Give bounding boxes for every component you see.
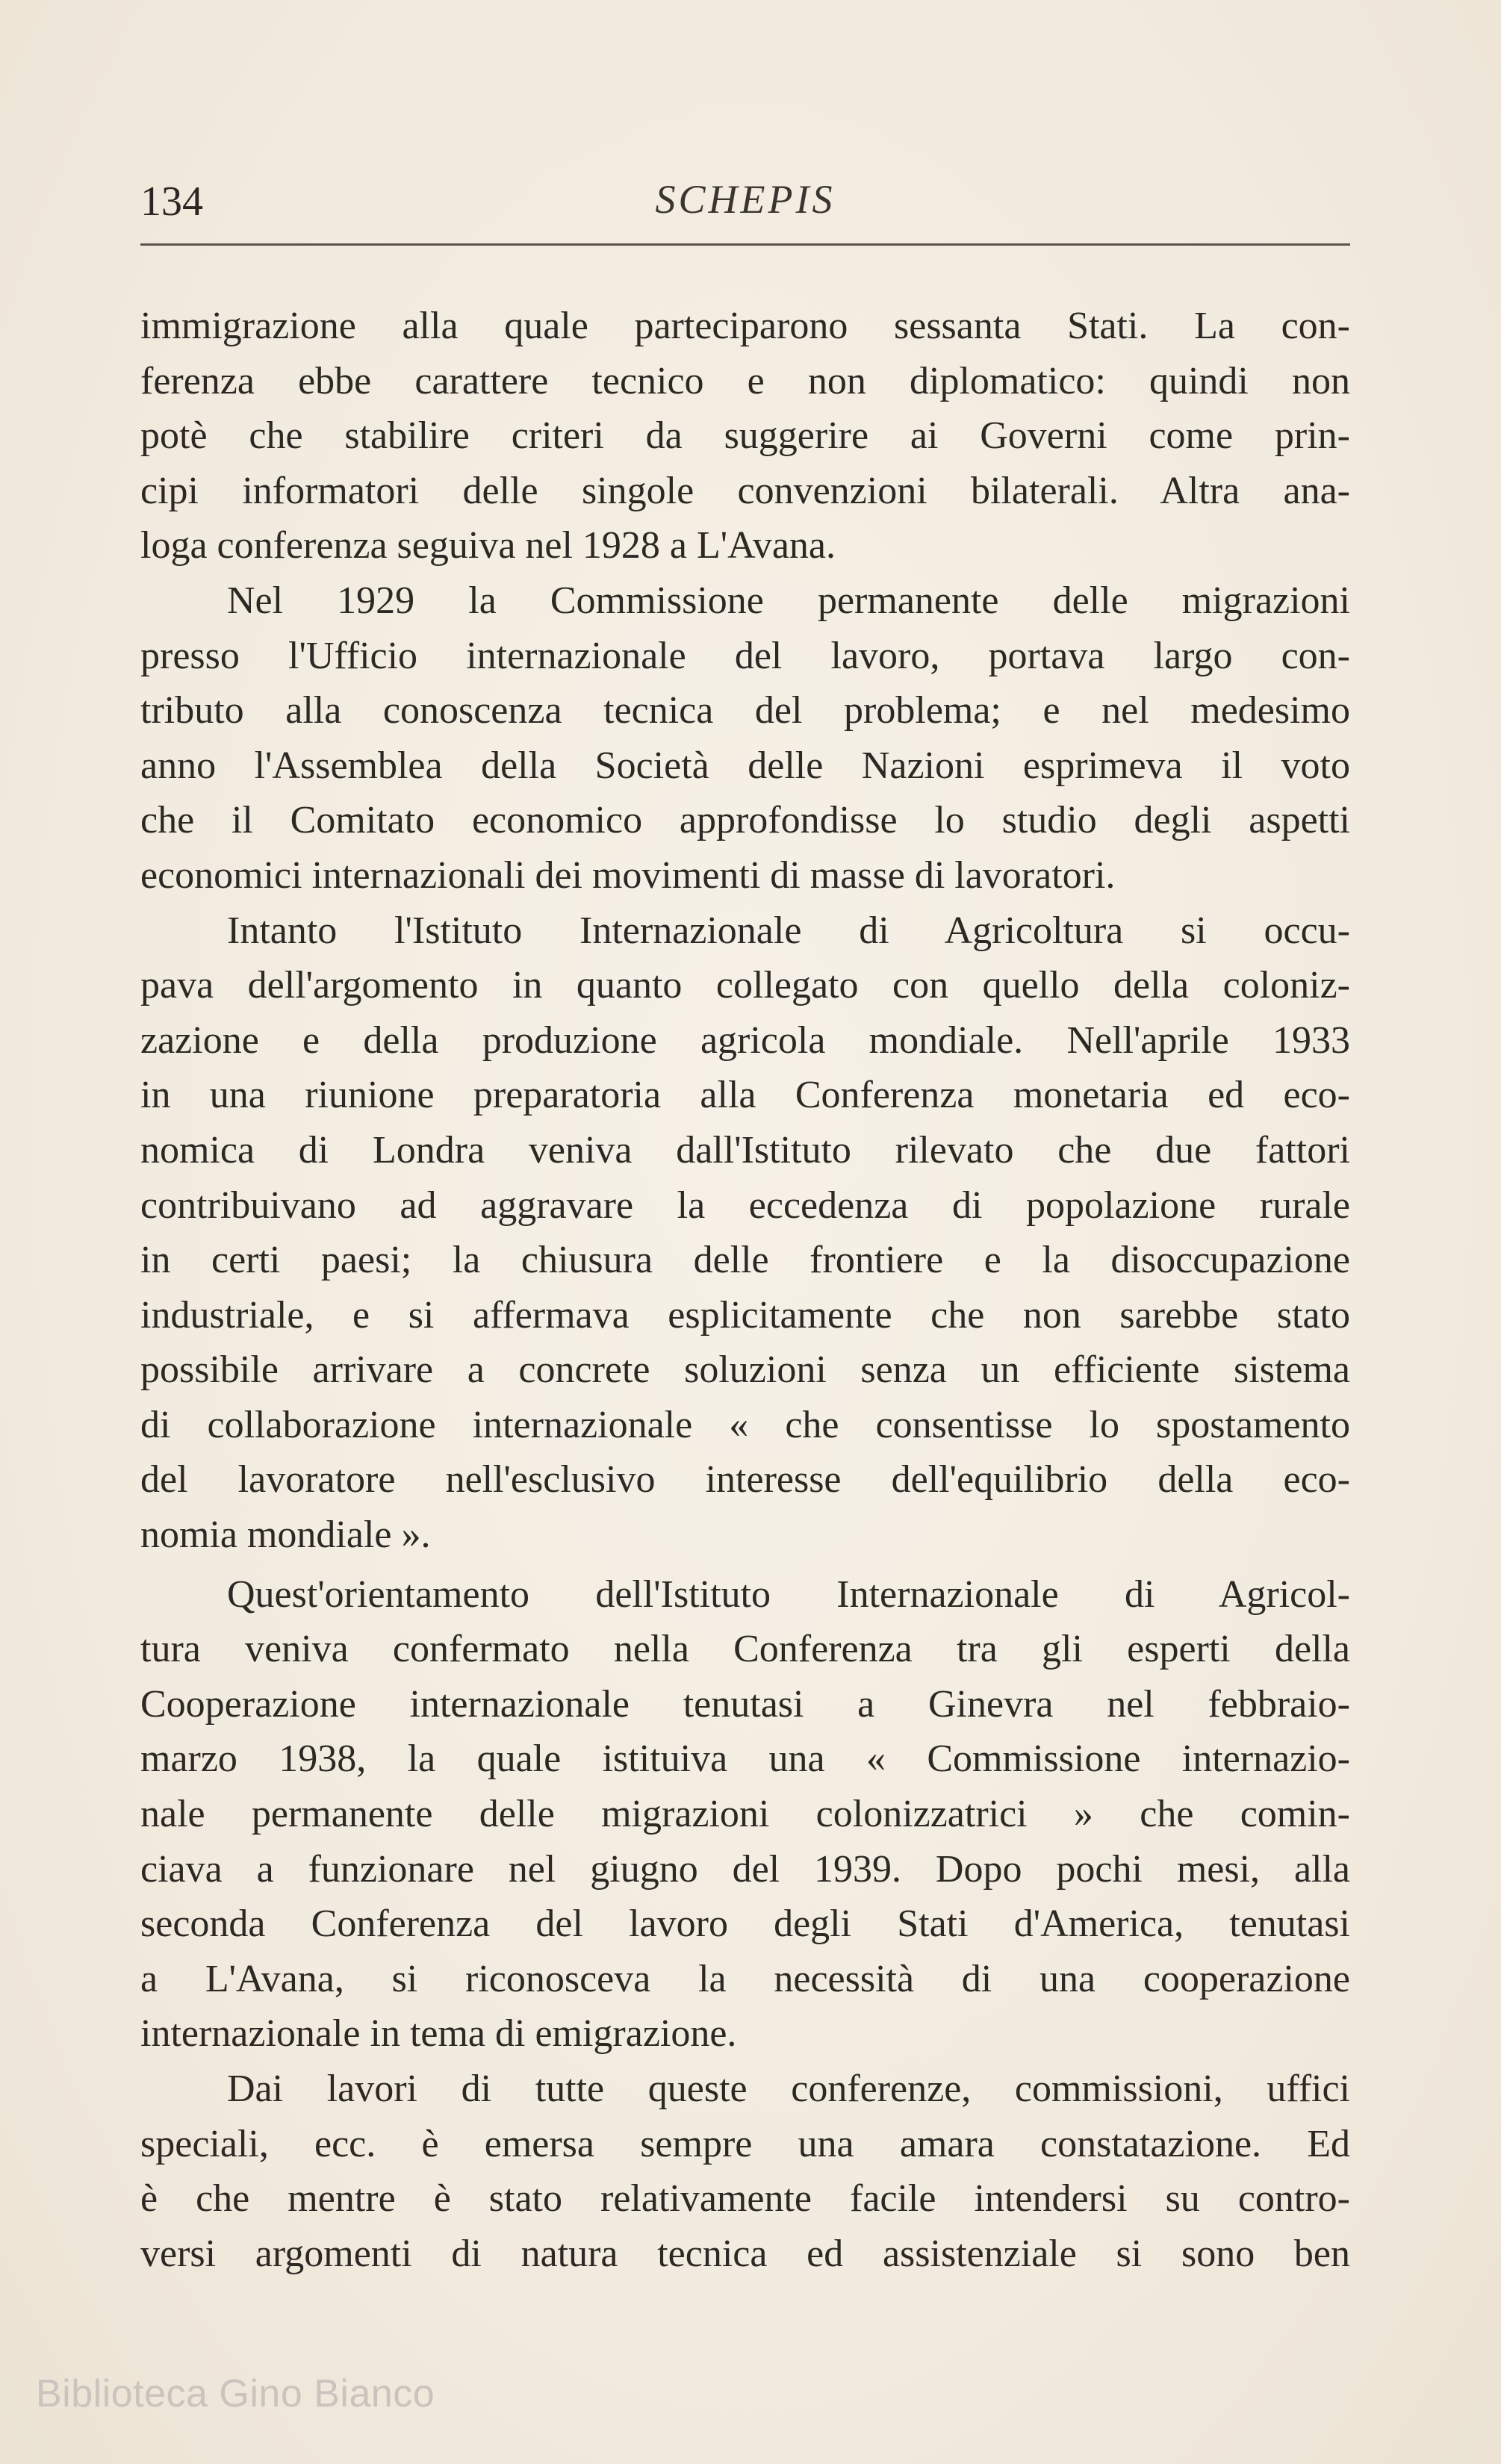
text-line: ferenza ebbe carattere tecnico e non diplomatico: quindi non: [140, 359, 1350, 402]
text-line: potè che stabilire criteri da suggerire ai Governi come prin-: [140, 414, 1350, 458]
text-line: che il Comitato economico approfondisse lo studio degli aspetti: [140, 799, 1350, 842]
text-line: presso l'Ufficio internazionale del lavoro, portava largo con-: [140, 634, 1350, 677]
text-line: in certi paesi; la chiusura delle frontiere e la disoccupazione: [140, 1239, 1350, 1282]
text-line: di collaborazione internazionale « che consentisse lo spostamento: [140, 1403, 1350, 1446]
text-line: versi argomenti di natura tecnica ed assistenziale si sono ben: [140, 2232, 1350, 2275]
text-line: anno l'Assemblea della Società delle Nazioni esprimeva il voto: [140, 744, 1350, 787]
paragraph: [140, 573, 1350, 903]
paragraph: [140, 2062, 1350, 2281]
paragraph: [140, 1567, 1350, 2062]
text-line: loga conferenza seguiva nel 1928 a L'Avana.: [140, 524, 836, 567]
body-text: [140, 299, 1350, 2281]
text-line: seconda Conferenza del lavoro degli Stati d'America, tenutasi: [140, 1903, 1350, 1946]
text-line: tributo alla conoscenza tecnica del problema; e nel medesimo: [140, 689, 1350, 732]
text-line: contribuivano ad aggravare la eccedenza di popolazione rurale: [140, 1183, 1350, 1227]
text-line: in una riunione preparatoria alla Conferenza monetaria ed eco-: [140, 1074, 1350, 1117]
text-line: zazione e della produzione agricola mondiale. Nell'aprile 1933: [140, 1018, 1350, 1062]
library-watermark: Biblioteca Gino Bianco: [36, 2372, 435, 2415]
paragraph: [140, 299, 1350, 573]
text-line: Nel 1929 la Commissione permanente delle migrazioni: [227, 579, 1350, 622]
text-line: a L'Avana, si riconosceva la necessità di una cooperazione: [140, 1957, 1350, 2000]
paragraph: [140, 903, 1350, 1563]
text-line: tura veniva confermato nella Conferenza tra gli esperti della: [140, 1628, 1350, 1671]
page-number: 134: [140, 178, 203, 225]
text-line: cipi informatori delle singole convenzioni bilaterali. Altra ana-: [140, 469, 1350, 512]
text-line: del lavoratore nell'esclusivo interesse dell'equilibrio della eco-: [140, 1458, 1350, 1502]
text-line: possibile arrivare a concrete soluzioni senza un efficiente sistema: [140, 1348, 1350, 1392]
text-line: pava dell'argomento in quanto collegato con quello della coloniz-: [140, 964, 1350, 1007]
text-line: Intanto l'Istituto Internazionale di Agricoltura si occu-: [227, 909, 1350, 952]
text-line: Cooperazione internazionale tenutasi a Ginevra nel febbraio-: [140, 1682, 1350, 1726]
text-line: marzo 1938, la quale istituiva una « Commissione internazio-: [140, 1737, 1350, 1781]
text-line: è che mentre è stato relativamente facile intendersi su contro-: [140, 2177, 1350, 2221]
text-line: industriale, e si affermava esplicitamente che non sarebbe stato: [140, 1293, 1350, 1337]
text-line: internazionale in tema di emigrazione.: [140, 2012, 737, 2056]
page-header: [140, 170, 1350, 230]
text-line: Dai lavori di tutte queste conferenze, commissioni, uffici: [227, 2068, 1350, 2110]
header-rule: [140, 243, 1350, 246]
text-line: Quest'orientamento dell'Istituto Internazionale di Agricol-: [227, 1572, 1350, 1616]
text-line: immigrazione alla quale parteciparono sessanta Stati. La con-: [140, 305, 1350, 347]
text-line: ciava a funzionare nel giugno del 1939. Dopo pochi mesi, alla: [140, 1847, 1350, 1891]
text-line: nale permanente delle migrazioni colonizzatrici » che comin-: [140, 1793, 1350, 1836]
text-line: speciali, ecc. è emersa sempre una amara constatazione. Ed: [140, 2122, 1350, 2165]
running-head: SCHEPIS: [655, 177, 836, 222]
text-line: economici internazionali dei movimenti di masse di lavoratori.: [140, 853, 1116, 897]
text-line: nomica di Londra veniva dall'Istituto rilevato che due fattori: [140, 1128, 1350, 1172]
text-line: nomia mondiale ».: [140, 1513, 431, 1557]
